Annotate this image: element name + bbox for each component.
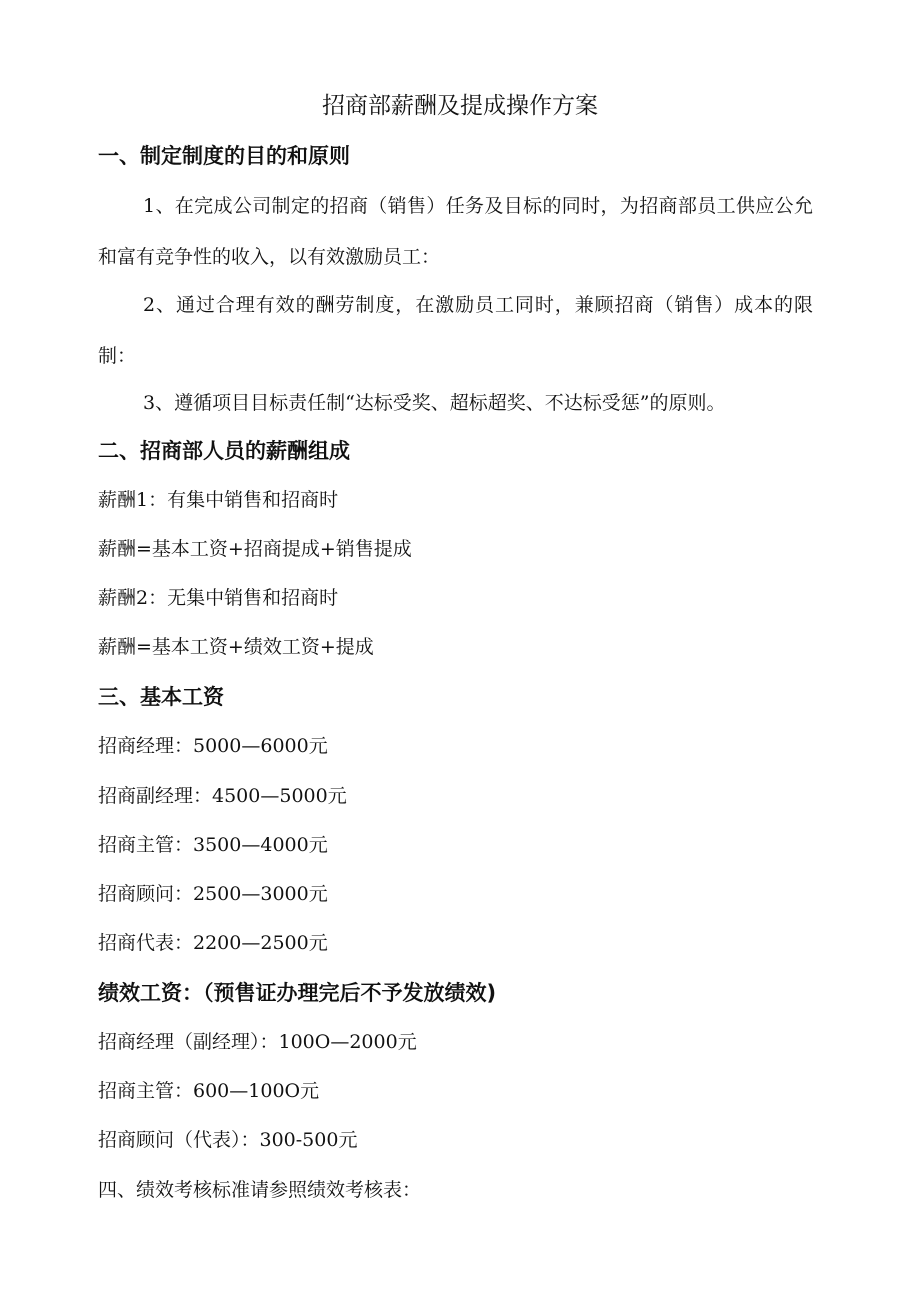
base-salary-representative: 招商代表：2200—2500元 [98, 932, 328, 954]
section-heading-salary-composition: 二、招商部人员的薪酬组成 [98, 439, 350, 463]
base-salary-supervisor: 招商主管：3500—4000元 [98, 834, 328, 856]
performance-pay-supervisor: 招商主管：600—100O元 [98, 1080, 320, 1102]
salary-line-1: 薪酬1：有集中销售和招商时 [98, 489, 339, 511]
paragraph-purpose-2: 2、通过合理有效的酬劳制度，在激励员工同时，兼顾招商（销售）成本的限制： [98, 294, 813, 367]
section-heading-base-salary: 三、基本工资 [98, 685, 224, 709]
document-title: 招商部薪酬及提成操作方案 [322, 93, 598, 119]
salary-line-4: 薪酬=基本工资+绩效工资+提成 [98, 636, 374, 658]
paragraph-purpose-3: 3、遵循项目目标责任制“达标受奖、超标超奖、不达标受惩”的原则。 [143, 392, 726, 414]
performance-pay-manager: 招商经理（副经理）：100O—2000元 [98, 1031, 417, 1053]
salary-line-3: 薪酬2：无集中销售和招商时 [98, 587, 339, 609]
performance-pay-consultant: 招商顾问（代表）：300-500元 [98, 1129, 358, 1151]
section-heading-performance-review: 四、绩效考核标准请参照绩效考核表： [98, 1179, 422, 1201]
section-heading-performance-pay: 绩效工资：（预售证办理完后不予发放绩效) [98, 981, 497, 1005]
section-heading-purpose: 一、制定制度的目的和原则 [98, 144, 350, 168]
base-salary-consultant: 招商顾问：2500—3000元 [98, 883, 328, 905]
salary-line-2: 薪酬=基本工资+招商提成+销售提成 [98, 538, 412, 560]
paragraph-purpose-1: 1、在完成公司制定的招商（销售）任务及目标的同时，为招商部员工供应公允和富有竞争性的收入，以有效激励员工： [98, 195, 813, 268]
base-salary-manager: 招商经理：5000—6000元 [98, 735, 328, 757]
base-salary-deputy-manager: 招商副经理：4500—5000元 [98, 785, 347, 807]
